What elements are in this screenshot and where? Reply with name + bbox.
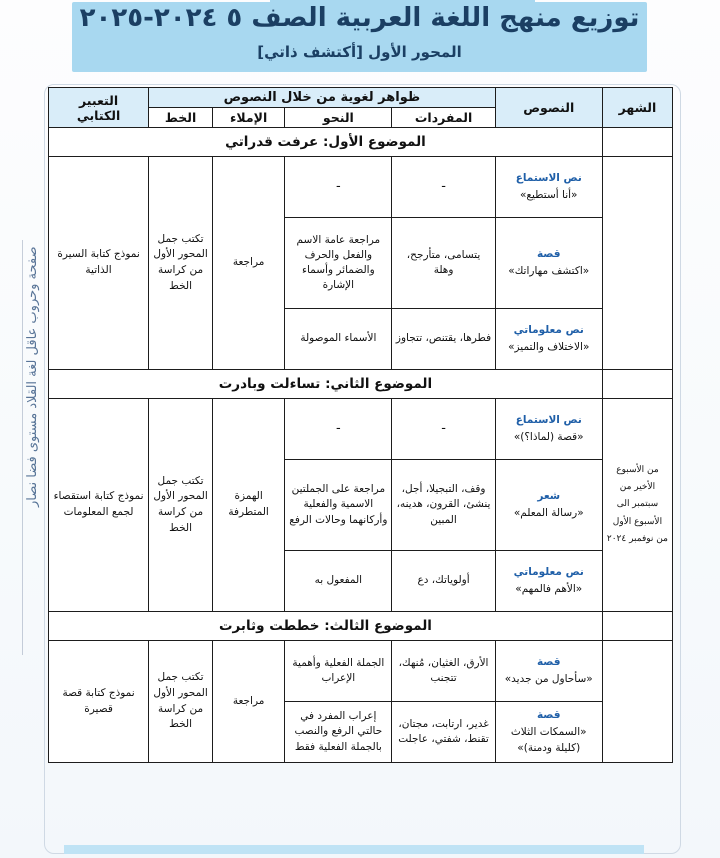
- col-header-writing: [49, 88, 149, 128]
- texts-cell: [495, 460, 602, 551]
- spelling-cell: مراجعة: [213, 641, 285, 763]
- vocabulary-cell: الأرق، الغثيان، مُنهك، تتجنب: [392, 641, 495, 702]
- writing-cell: نموذج كتابة قصة قصيرة: [49, 641, 149, 763]
- texts-cell: [495, 551, 602, 612]
- section-band: الموضوع الأول: عرفت قدراتي: [49, 128, 603, 157]
- vocabulary-cell: أولوياتك، دع: [392, 551, 495, 612]
- bottom-accent-bar: [64, 845, 644, 854]
- margin-rule: [22, 240, 23, 655]
- col-header-linguistic-group: ظواهر لغوية من خلال النصوص: [149, 88, 496, 108]
- page-title: توزيع منهج اللغة العربية الصف ٥ ٢٠٢٤-٢٠٢٥: [79, 3, 640, 33]
- text-kind-label: شعر: [537, 490, 561, 503]
- month-cell: [602, 641, 672, 763]
- texts-cell: [495, 309, 602, 370]
- section-band-month-spacer: [602, 370, 672, 399]
- section-band-row: [49, 128, 673, 157]
- curriculum-table: [48, 87, 673, 763]
- text-title-label: «السمكات الثلاث (كليلة ودمنة)»: [510, 725, 587, 755]
- text-title-label: «أنا أستطيع»: [520, 189, 578, 201]
- grammar-cell: -: [285, 157, 392, 218]
- text-title-label: «سأحاول من جديد»: [504, 673, 593, 685]
- vocabulary-cell: وقف، التبجيلا، أجل، ينشئ، القرون، هدينه، المبين: [392, 460, 495, 551]
- text-title-label: «اكتشف مهاراتك»: [508, 265, 590, 277]
- text-kind-label: نص الاستماع: [515, 172, 582, 185]
- vocabulary-cell: -: [392, 157, 495, 218]
- writing-cell: نموذج كتابة السيرة الذاتية: [49, 157, 149, 370]
- section-band-month-spacer: [602, 612, 672, 641]
- vocabulary-cell: يتسامى، متأرجح، وهلة: [392, 218, 495, 309]
- grammar-cell: مراجعة على الجملتين الاسمية والفعلية وأركانهما وحالات الرفع: [285, 460, 392, 551]
- handwritten-side-note: صفحة وحروب عاقل لغة القلاد مستوى فضا نصار: [25, 246, 40, 507]
- spelling-cell: الهمزة المتطرفة: [213, 399, 285, 612]
- grammar-cell: -: [285, 399, 392, 460]
- handwriting-cell: تكتب جمل المحور الأول من كراسة الخط: [149, 157, 213, 370]
- handwriting-cell: تكتب جمل المحور الأول من كراسة الخط: [149, 641, 213, 763]
- col-header-writing-line1: التعبير: [78, 92, 119, 108]
- table-row: [49, 157, 673, 218]
- text-title-label: «الأهم فالمهم»: [515, 583, 583, 595]
- text-kind-label: قصة: [536, 656, 561, 669]
- vocabulary-cell: فطرها، يقتنص، تتجاوز: [392, 309, 495, 370]
- section-band-row: [49, 612, 673, 641]
- texts-cell: [495, 702, 602, 763]
- grammar-cell: الجملة الفعلية وأهمية الإعراب: [285, 641, 392, 702]
- page-subtitle: المحور الأول [أكتشف ذاتي]: [257, 43, 462, 61]
- text-title-label: «قصة (لماذا؟)»: [513, 431, 584, 443]
- curriculum-table-wrapper: [48, 87, 673, 847]
- section-band: الموضوع الثاني: تساءلت وبادرت: [49, 370, 603, 399]
- month-cell: من الأسبوع الأخير من سبتمبر الى الأسبوع الأول من نوفمبر ٢٠٢٤: [602, 399, 672, 612]
- text-title-label: «رسالة المعلم»: [513, 507, 584, 519]
- texts-cell: [495, 641, 602, 702]
- text-kind-label: قصة: [536, 708, 561, 721]
- text-kind-label: نص الاستماع: [515, 414, 582, 427]
- texts-cell: [495, 218, 602, 309]
- table-row: [49, 399, 673, 460]
- table-body: [49, 128, 673, 763]
- text-kind-label: نص معلوماتي: [513, 566, 584, 579]
- table-row: [49, 641, 673, 702]
- section-band: الموضوع الثالث: خططت وثابرت: [49, 612, 603, 641]
- col-header-writing-line2: الكتابي: [76, 107, 121, 123]
- col-header-spelling: الإملاء: [213, 108, 285, 128]
- grammar-cell: مراجعة عامة الاسم والفعل والحرف والضمائر وأسماء الإشارة: [285, 218, 392, 309]
- text-title-label: «الاختلاف والتميز»: [508, 341, 590, 353]
- text-kind-label: قصة: [536, 248, 561, 261]
- title-banner: [72, 2, 647, 72]
- col-header-texts: النصوص: [495, 88, 602, 128]
- section-band-month-spacer: [602, 128, 672, 157]
- col-header-grammar: النحو: [285, 108, 392, 128]
- table-header-row-1: [49, 88, 673, 108]
- handwriting-cell: تكتب جمل المحور الأول من كراسة الخط: [149, 399, 213, 612]
- month-cell: [602, 157, 672, 370]
- table-header: [49, 88, 673, 128]
- vocabulary-cell: غدير، ارتابت، مجتان، تقنط، شفتي، عاجلت: [392, 702, 495, 763]
- texts-cell: [495, 399, 602, 460]
- grammar-cell: المفعول به: [285, 551, 392, 612]
- writing-cell: نموذج كتابة استقصاء لجمع المعلومات: [49, 399, 149, 612]
- col-header-month: الشهر: [602, 88, 672, 128]
- col-header-vocabulary: المفردات: [392, 108, 495, 128]
- text-kind-label: نص معلوماتي: [513, 324, 584, 337]
- section-band-row: [49, 370, 673, 399]
- col-header-handwriting: الخط: [149, 108, 213, 128]
- texts-cell: [495, 157, 602, 218]
- grammar-cell: إعراب المفرد في حالتي الرفع والنصب بالجملة الفعلية فقط: [285, 702, 392, 763]
- spelling-cell: مراجعة: [213, 157, 285, 370]
- grammar-cell: الأسماء الموصولة: [285, 309, 392, 370]
- vocabulary-cell: -: [392, 399, 495, 460]
